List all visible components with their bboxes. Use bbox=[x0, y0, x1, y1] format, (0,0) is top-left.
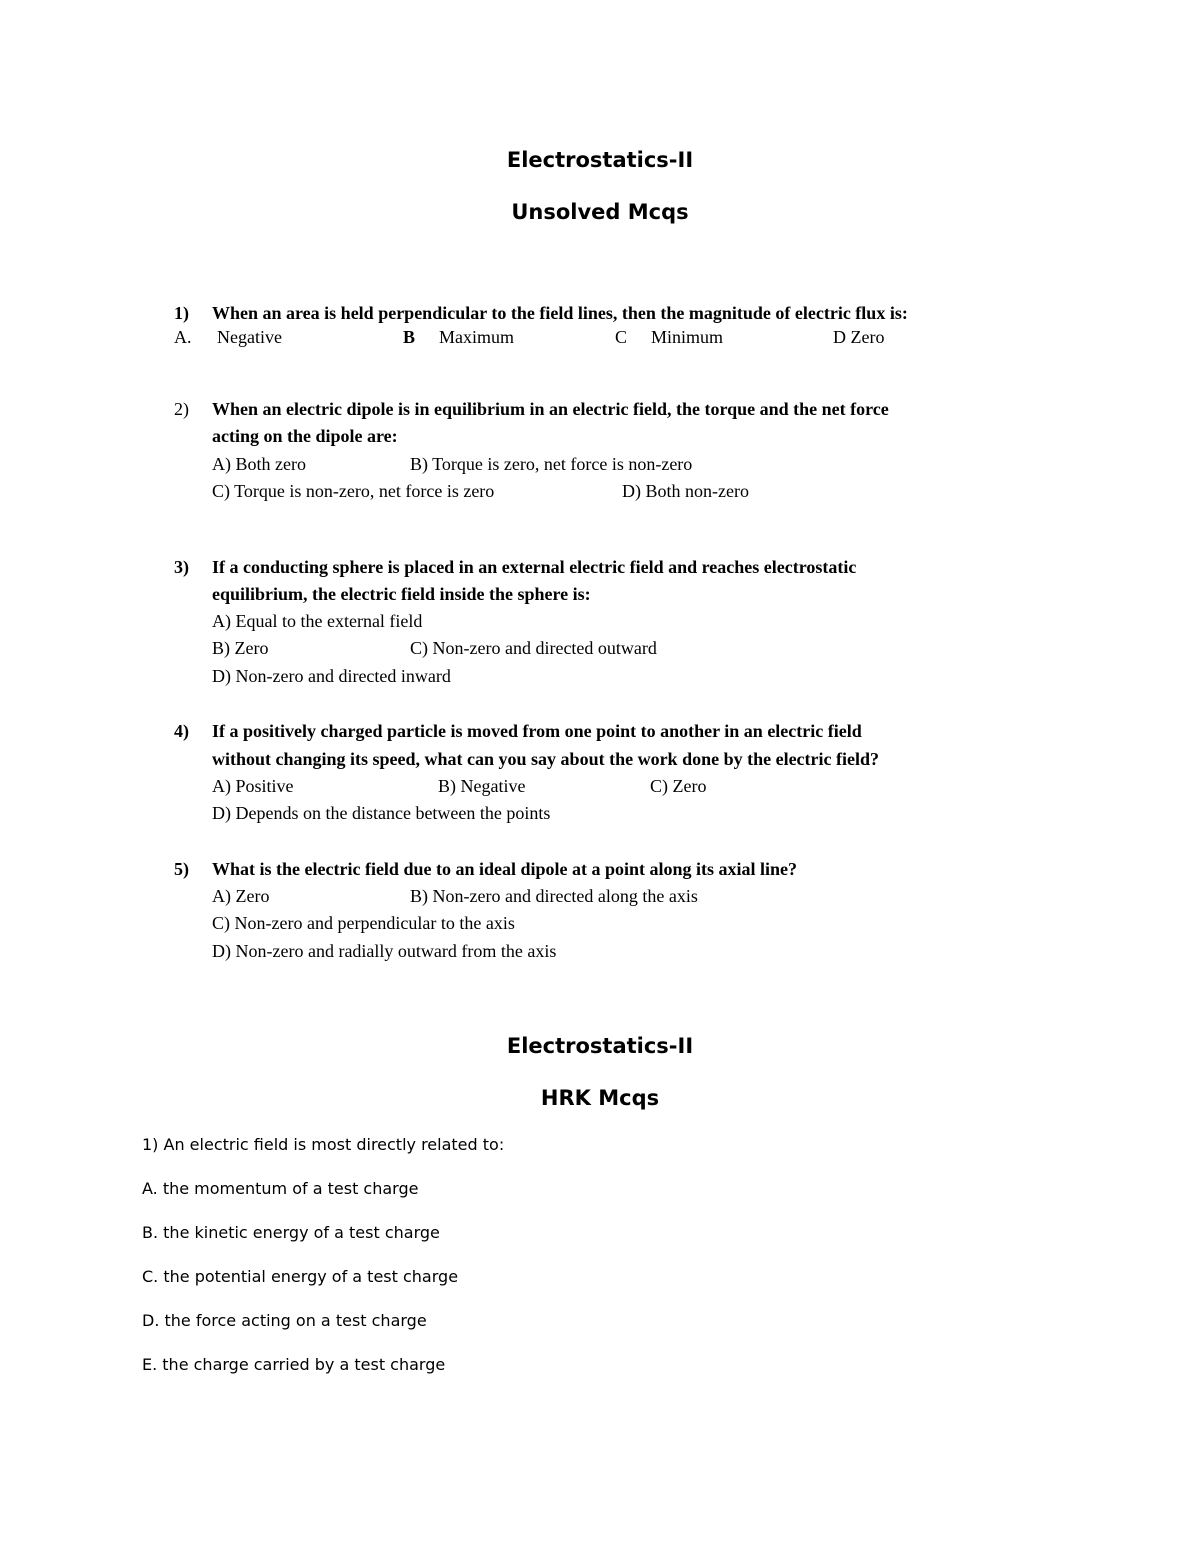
option-text: A) Both zero bbox=[212, 454, 306, 474]
option-text: A) Positive bbox=[212, 776, 294, 796]
option-text: Negative bbox=[217, 327, 282, 347]
option-text: C) Non-zero and perpendicular to the axis bbox=[212, 913, 515, 933]
question-number: 4) bbox=[174, 721, 189, 741]
option-text: D) Both non-zero bbox=[622, 481, 749, 501]
question-text-line: If a conducting sphere is placed in an external electric field and reaches electrostatic bbox=[212, 557, 857, 577]
question-text: What is the electric field due to an ideal dipole at a point along its axial line? bbox=[212, 859, 797, 879]
question-text-line: without changing its speed, what can you say about the work done by the electric field? bbox=[212, 749, 880, 769]
question-text-line: If a positively charged particle is moved from one point to another in an electric field bbox=[212, 721, 862, 741]
question-text: When an area is held perpendicular to the field lines, then the magnitude of electric flux is: bbox=[212, 303, 908, 323]
option-text: B) Zero bbox=[212, 638, 269, 658]
option-text: B) Negative bbox=[438, 776, 526, 796]
question-text: 1) An electric field is most directly related to: bbox=[142, 1135, 505, 1154]
option-text: D. the force acting on a test charge bbox=[142, 1311, 427, 1330]
option-text: A. the momentum of a test charge bbox=[142, 1179, 419, 1198]
question-number: 1) bbox=[174, 303, 189, 323]
option-text: C) Zero bbox=[650, 776, 707, 796]
section-subtitle: HRK Mcqs bbox=[540, 1086, 660, 1110]
option-text: D Zero bbox=[833, 327, 885, 347]
option-text: D) Non-zero and radially outward from the axis bbox=[212, 941, 557, 961]
option-text: B) Torque is zero, net force is non-zero bbox=[410, 454, 693, 474]
option-text: D) Non-zero and directed inward bbox=[212, 666, 451, 686]
question-text-line: acting on the dipole are: bbox=[212, 426, 398, 446]
option-text: Maximum bbox=[439, 327, 514, 347]
section-title: Electrostatics-II bbox=[506, 1034, 694, 1058]
question-number: 2) bbox=[174, 399, 189, 419]
section-title: Electrostatics-II bbox=[506, 148, 694, 172]
option-text: A) Equal to the external field bbox=[212, 611, 423, 631]
option-text: E. the charge carried by a test charge bbox=[142, 1355, 446, 1374]
option-text: B. the kinetic energy of a test charge bbox=[142, 1223, 440, 1242]
option-text: A) Zero bbox=[212, 886, 270, 906]
option-text: D) Depends on the distance between the points bbox=[212, 803, 551, 823]
option-text: C) Non-zero and directed outward bbox=[410, 638, 657, 658]
option-label: A. bbox=[174, 327, 192, 347]
option-label: B bbox=[403, 327, 416, 347]
option-text: C. the potential energy of a test charge bbox=[142, 1267, 459, 1286]
question-text-line: equilibrium, the electric field inside the sphere is: bbox=[212, 584, 591, 604]
section-subtitle: Unsolved Mcqs bbox=[511, 200, 689, 224]
option-label: C bbox=[615, 327, 628, 347]
option-text: C) Torque is non-zero, net force is zero bbox=[212, 481, 495, 501]
question-number: 5) bbox=[174, 859, 189, 879]
question-text-line: When an electric dipole is in equilibrium in an electric field, the torque and the net force bbox=[212, 399, 889, 419]
option-text: B) Non-zero and directed along the axis bbox=[410, 886, 698, 906]
option-text: Minimum bbox=[651, 327, 724, 347]
question-number: 3) bbox=[174, 557, 189, 577]
